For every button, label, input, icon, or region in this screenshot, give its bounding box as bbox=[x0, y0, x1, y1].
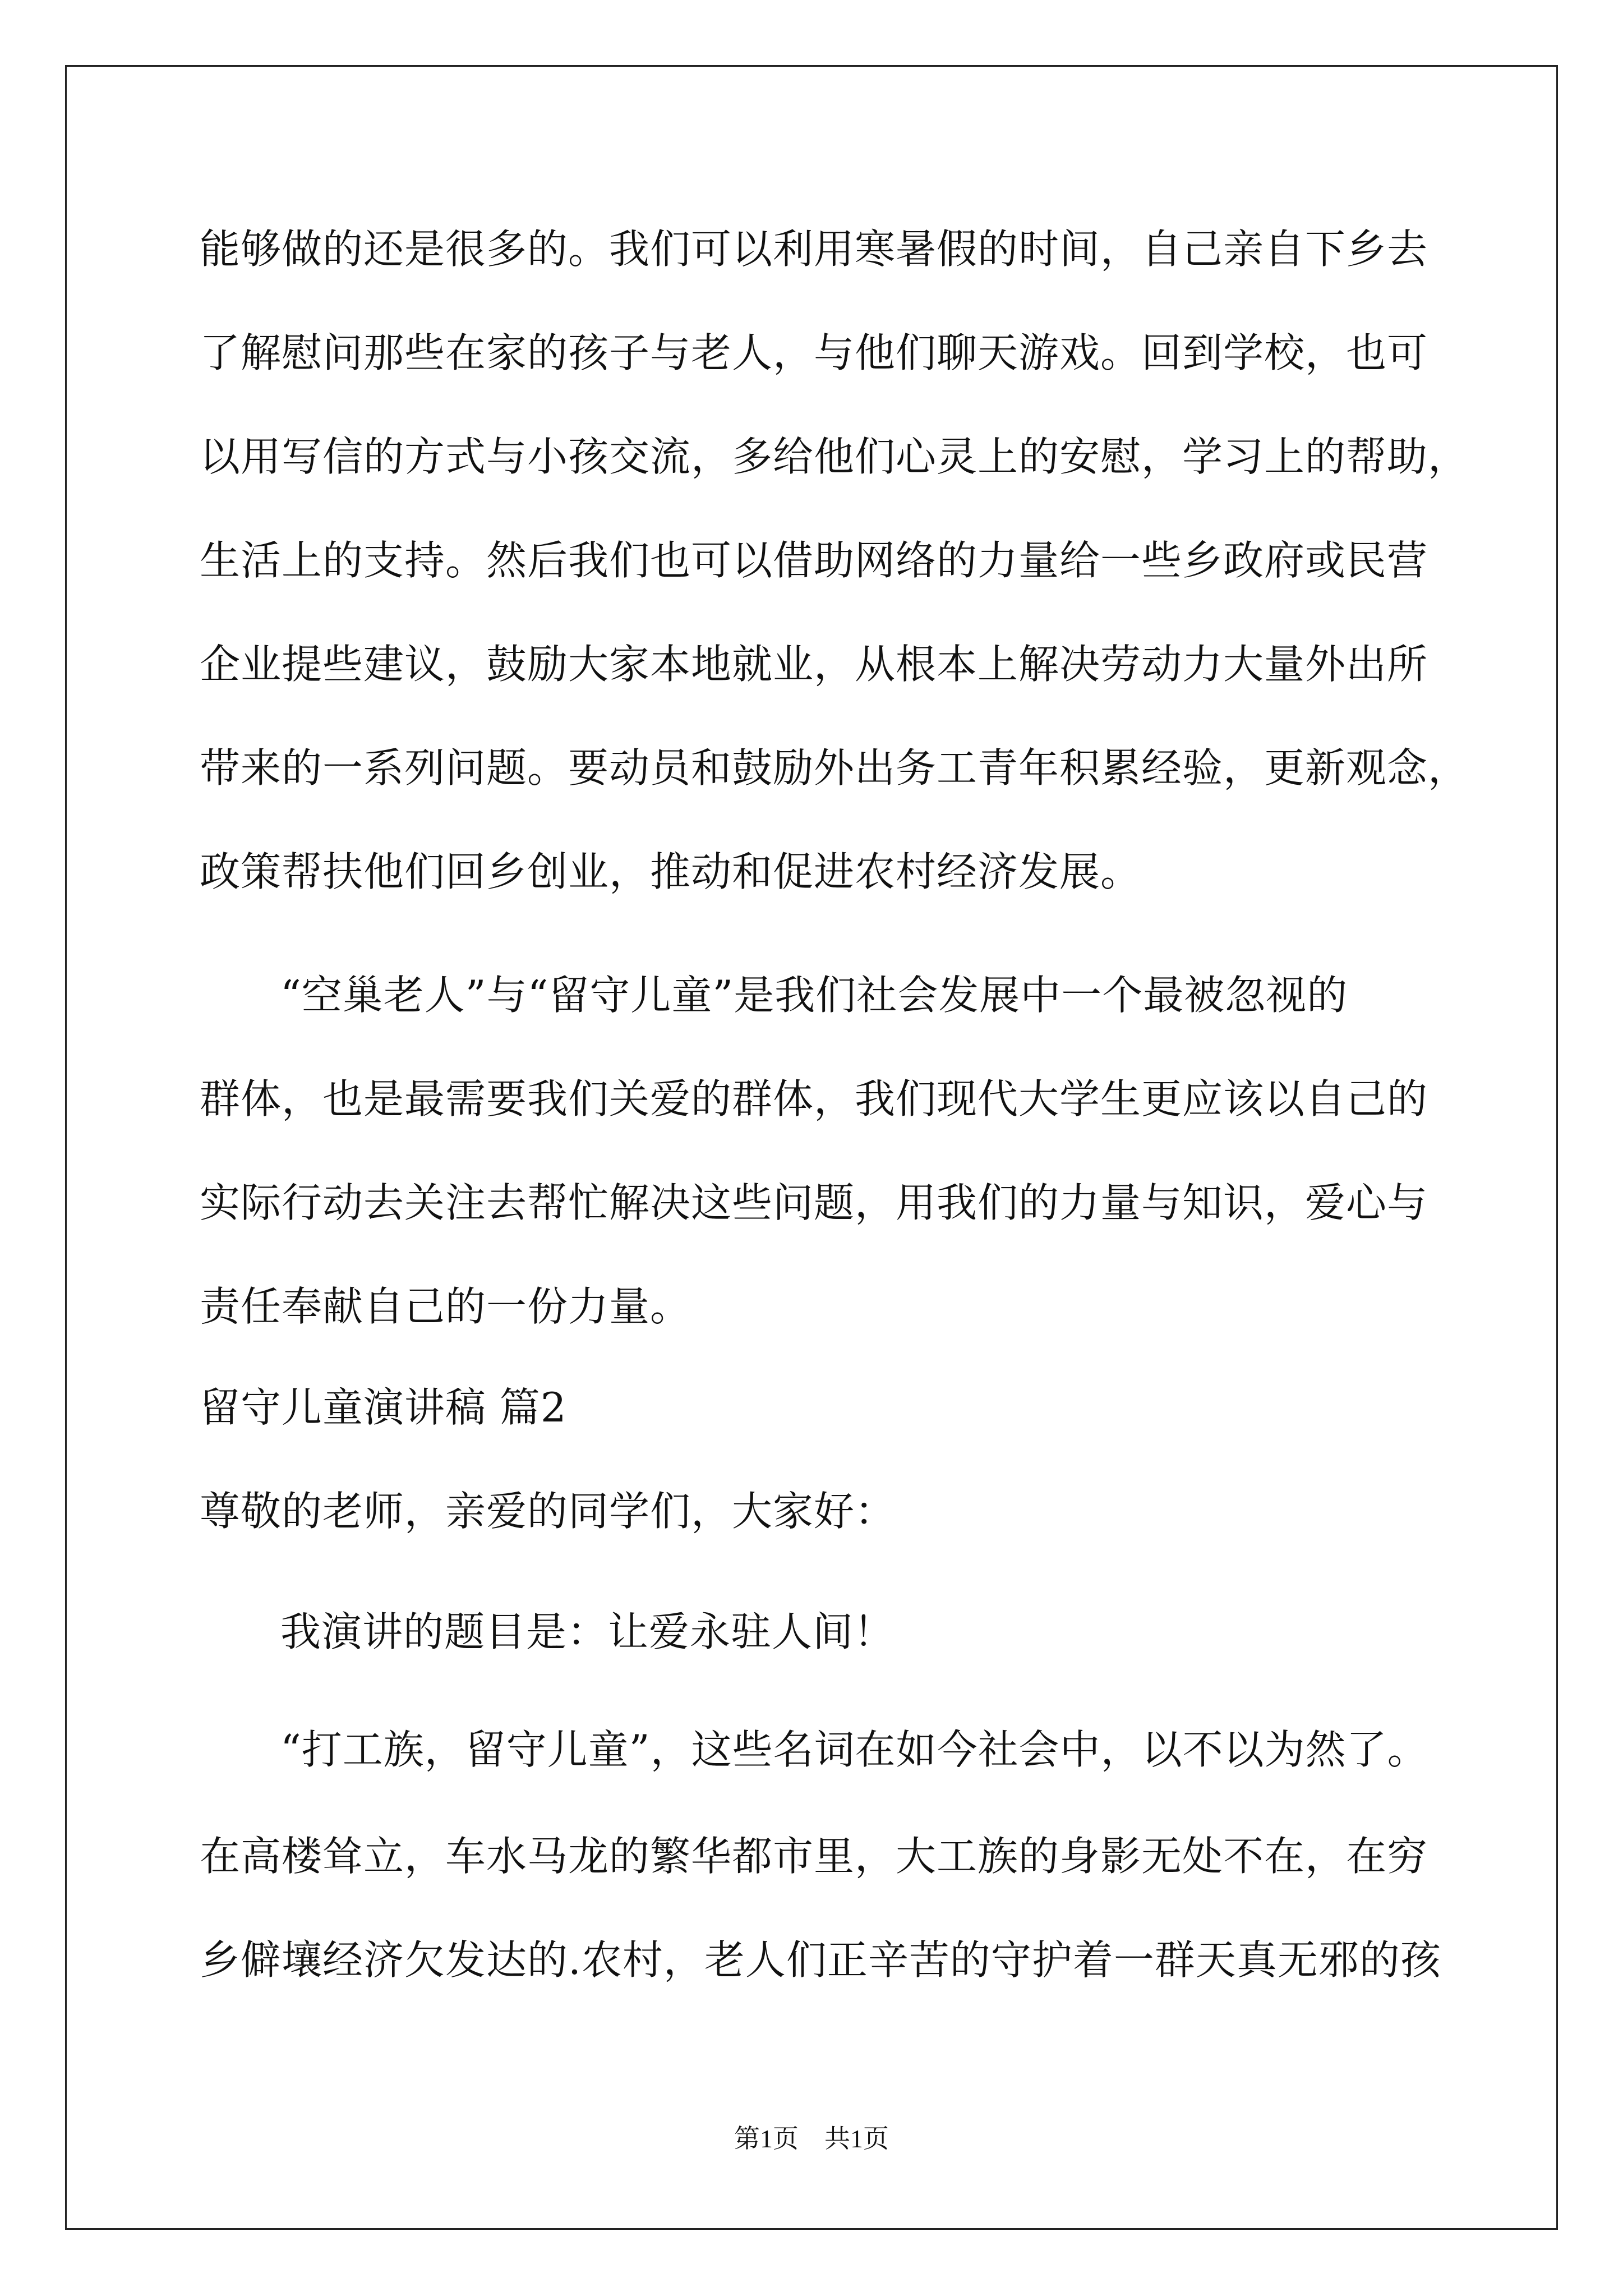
page-footer: 第1页 共1页 bbox=[734, 2124, 889, 2153]
paragraph-line: 乡僻壤经济欠发达的.农村，老人们正辛苦的守护着一群天真无邪的孩 bbox=[200, 1936, 1441, 1984]
paragraph-line: 我演讲的题目是：让爱永驻人间！ bbox=[280, 1608, 895, 1655]
page-border bbox=[65, 65, 1558, 2230]
paragraph-line: 以用写信的方式与小孩交流，多给他们心灵上的安慰，学习上的帮助， bbox=[200, 433, 1469, 480]
paragraph-line: “空巢老人”与“留守儿童”是我们社会发展中一个最被忽视的 bbox=[280, 972, 1348, 1019]
paragraph-line: “打工族，留守儿童”，这些名词在如今社会中，以不以为然了。 bbox=[280, 1726, 1428, 1773]
salutation: 尊敬的老师，亲爱的同学们，大家好： bbox=[200, 1488, 896, 1535]
paragraph-line: 企业提些建议，鼓励大家本地就业，从根本上解决劳动力大量外出所 bbox=[200, 641, 1428, 688]
section-heading: 留守儿童演讲稿 篇2 bbox=[200, 1384, 567, 1431]
paragraph-line: 了解慰问那些在家的孩子与老人，与他们聊天游戏。回到学校，也可 bbox=[200, 329, 1428, 376]
paragraph-line: 责任奉献自己的一份力量。 bbox=[200, 1283, 691, 1330]
paragraph-line: 生活上的支持。然后我们也可以借助网络的力量给一些乡政府或民营 bbox=[200, 537, 1428, 584]
paragraph-line: 在高楼耸立，车水马龙的繁华都市里，大工族的身影无处不在，在穷 bbox=[200, 1833, 1428, 1880]
paragraph-line: 群体，也是最需要我们关爱的群体，我们现代大学生更应该以自己的 bbox=[200, 1075, 1428, 1122]
paragraph-line: 能够做的还是很多的。我们可以利用寒暑假的时间，自己亲自下乡去 bbox=[200, 226, 1428, 273]
paragraph-line: 实际行动去关注去帮忙解决这些问题，用我们的力量与知识，爱心与 bbox=[200, 1179, 1428, 1226]
paragraph-line: 政策帮扶他们回乡创业，推动和促进农村经济发展。 bbox=[200, 848, 1142, 895]
paragraph-line: 带来的一系列问题。要动员和鼓励外出务工青年积累经验，更新观念， bbox=[200, 744, 1469, 792]
